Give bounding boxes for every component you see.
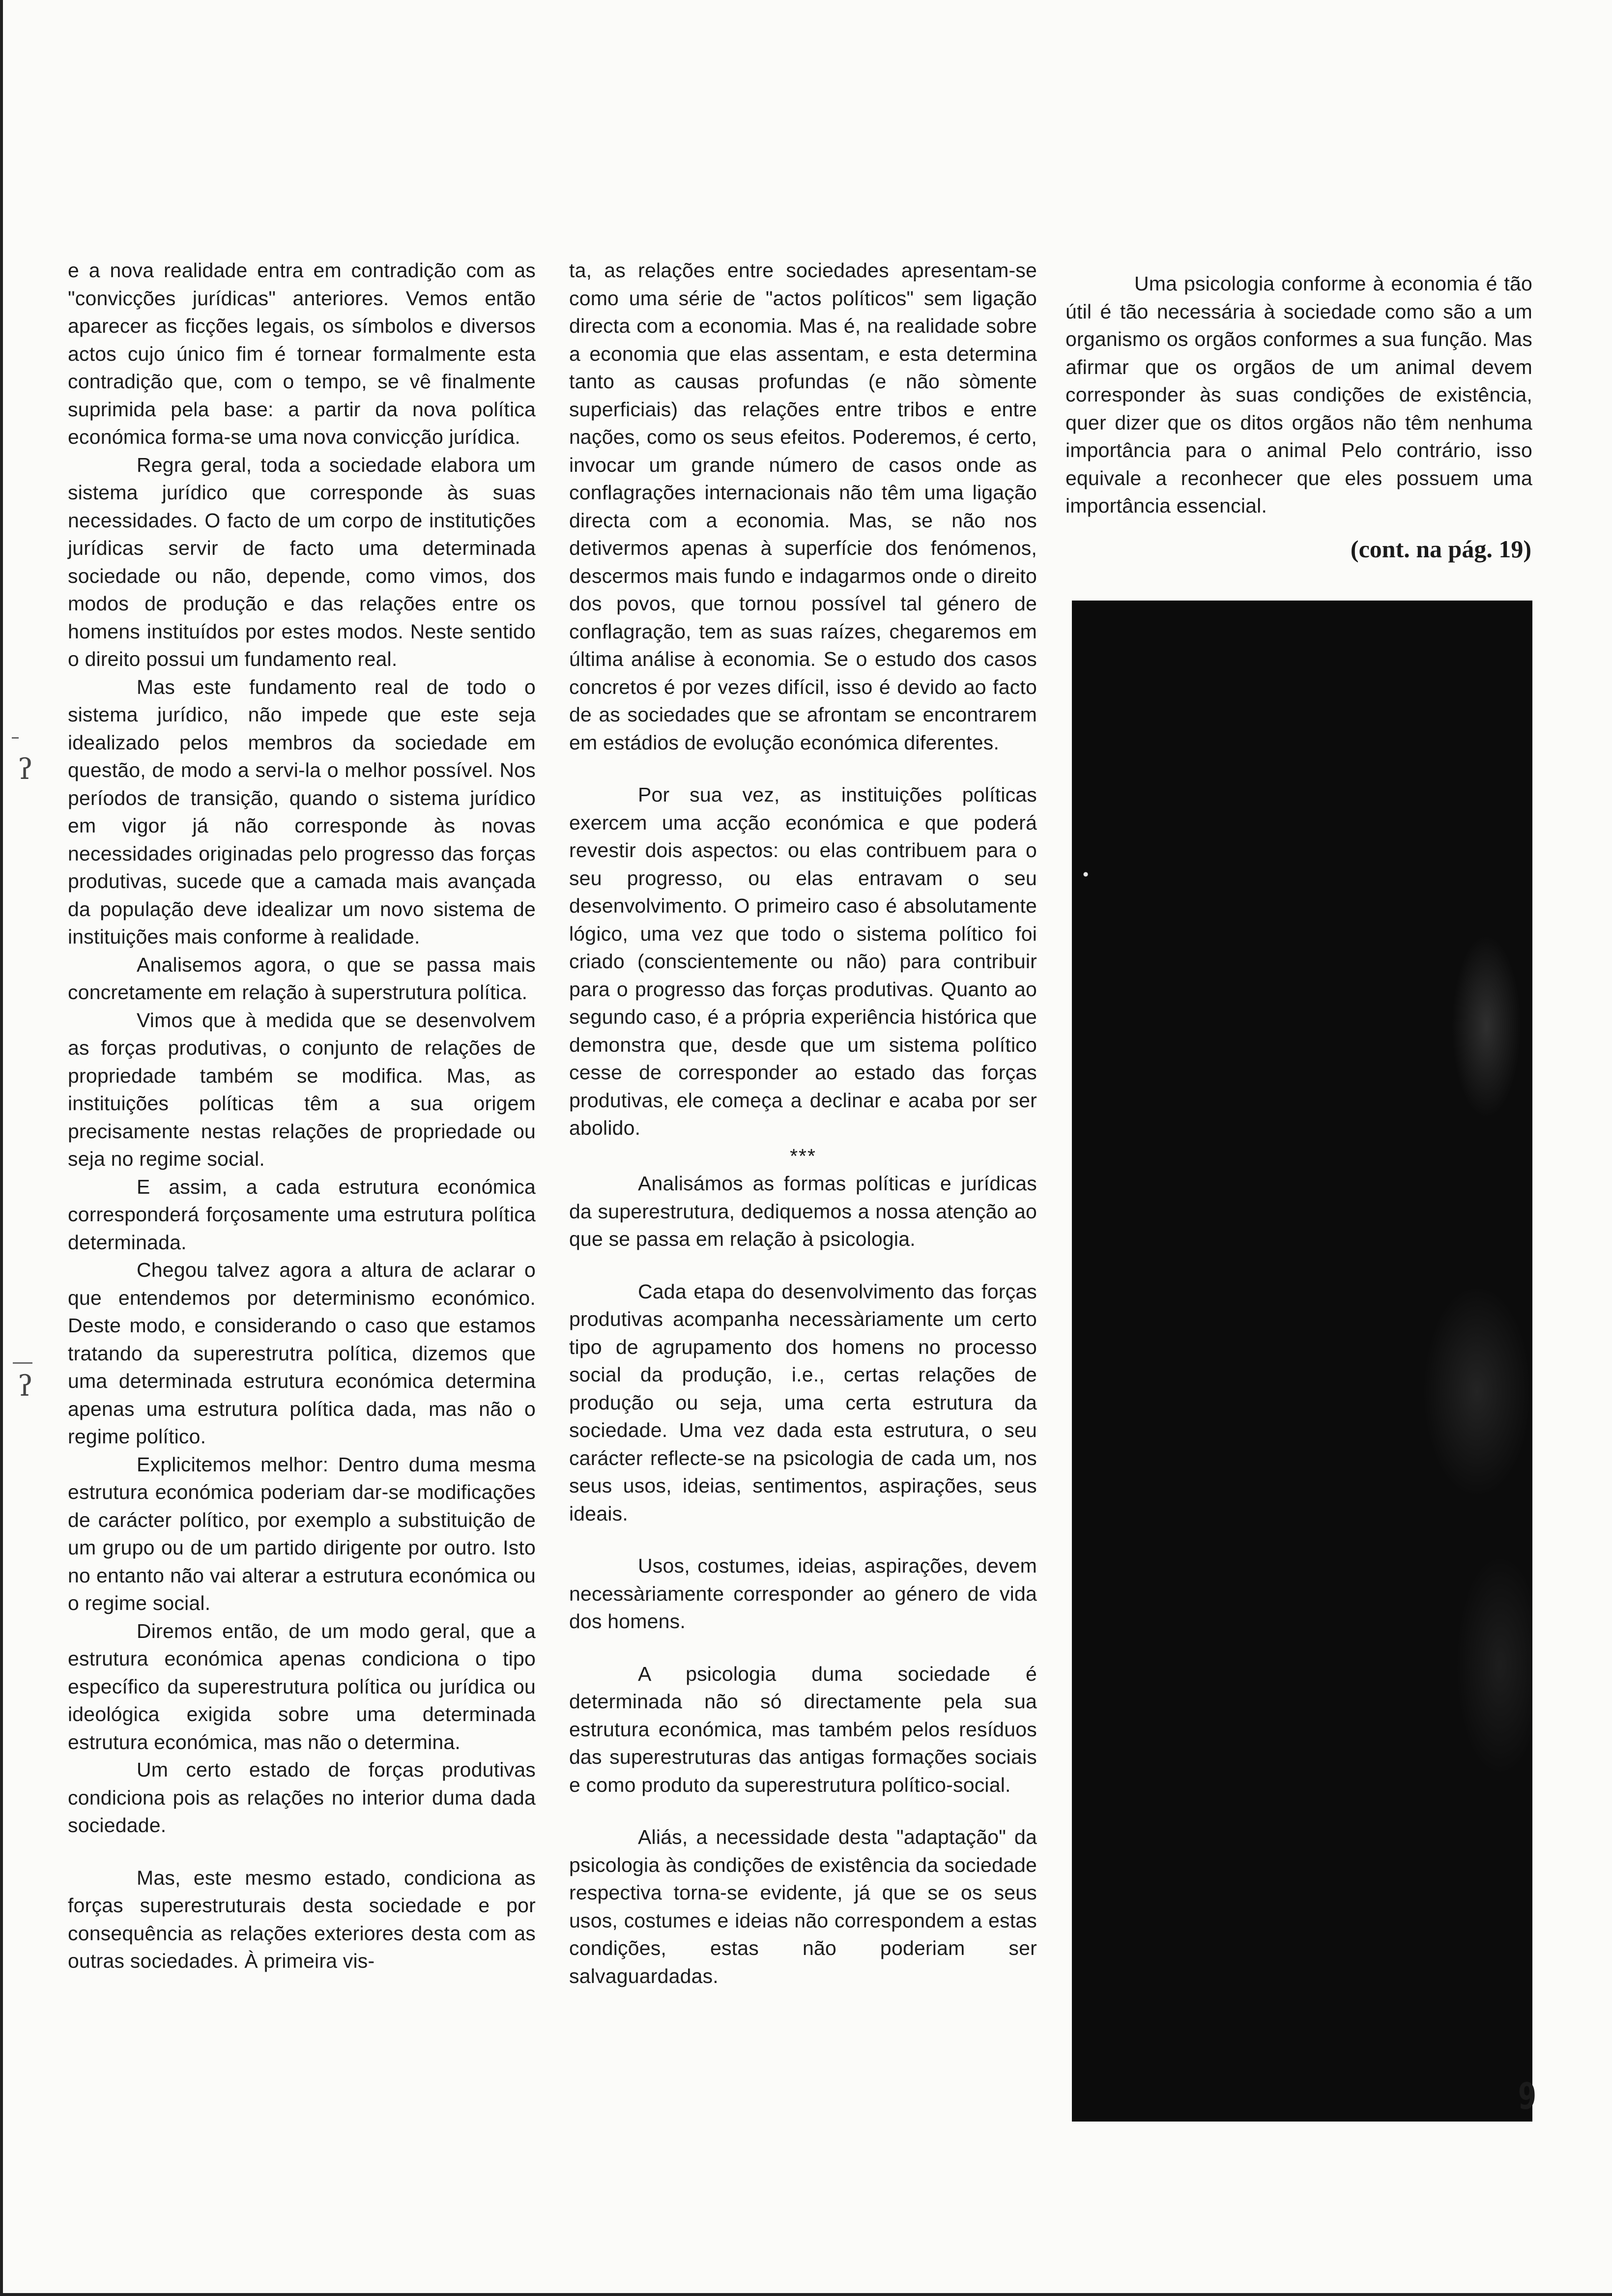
- text-column-2: [569, 257, 1037, 1990]
- paragraph: A psicologia duma sociedade é determinada não só directamente pela sua estrutura económica, mas também pelos resíduos das superestruturas das antigas formações sociais e como produto da superestrutura político-social.: [569, 1662, 1037, 1796]
- paragraph: Analisemos agora, o que se passa mais concretamente em relação à superstrutura política.: [68, 953, 536, 1004]
- paragraph: Vimos que à medida que se desenvolvem as forças produtivas, o conjunto de relações de propriedade também se modifica. Mas, as instituições políticas têm a sua origem precisamente nestas relações de propriedade ou seja no regime social.: [68, 1008, 536, 1170]
- text-column-3: [1065, 270, 1532, 520]
- margin-mark: ʔ: [18, 1369, 33, 1403]
- paragraph: Analisámos as formas políticas e jurídicas da superestrutura, dediquemos a nossa atenção ao que se passa em relação à psicologia.: [569, 1172, 1037, 1250]
- paragraph: ta, as relações entre sociedades apresentam-se como uma série de "actos políticos" sem ligação directa com a economia. Mas é, na realidade sobre a economia que elas assentam, e esta determina tanto as causas profundas (e não sòmente superficiais) das relações entre tribos e entre nações, como os seus efeitos. Poderemos, é certo, invocar um grande número de casos onde as conflagrações internacionais não têm uma ligação directa com a economia. Mas, se não nos detivermos apenas à superfície dos fenómenos, descermos mais fundo e indagarmos onde o direito dos povos, que tornou possível tal género de conflagração, tem as suas raízes, chegaremos em última análise à economia. Se o estudo dos casos concretos é por vezes difícil, isso é devido ao facto de as sociedades que se afrontam se encontrarem em estádios de evolução económica diferentes.: [569, 259, 1037, 754]
- paragraph: Mas, este mesmo estado, condiciona as forças superestruturais desta sociedade e por consequência as relações exteriores desta com as outras sociedades. À primeira vis-: [68, 1866, 536, 1972]
- dark-photograph: [1072, 601, 1532, 2122]
- paragraph: Uma psicologia conforme à economia é tão útil é tão necessária à sociedade como são a um organismo os orgãos conformes a sua função. Mas afirmar que os orgãos de um animal devem corresponder às suas condições de existência, quer dizer que os ditos orgãos não têm nenhuma importância para o animal Pelo contrário, isso equivale a reconhecer que eles possuem uma importância essencial.: [1065, 272, 1532, 517]
- paragraph: Usos, costumes, ideias, aspirações, devem necessàriamente corresponder ao género de vida dos homens.: [569, 1554, 1037, 1633]
- paragraph: Por sua vez, as instituições políticas exercem uma acção económica e que poderá revestir dois aspectos: ou elas contribuem para o seu progresso, ou elas entravam o seu desenvolvimento. O primeiro caso é absolutamente lógico, uma vez que todo o sistema político foi criado (conscientemente ou não) para contribuir para o progresso das forças produtivas. Quanto ao segundo caso, é a própria experiência histórica que demonstra que, desde que um sistema político cesse de corresponder ao estado das forças produtivas, ele começa a declinar e acaba por ser abolido.: [569, 783, 1037, 1139]
- continuation-note: (cont. na pág. 19): [1350, 535, 1531, 563]
- section-separator: ***: [790, 1144, 816, 1167]
- paragraph: Chegou talvez agora a altura de aclarar o que entendemos por determinismo económico. Deste modo, e considerando o caso que estamos tratando da superestrutra política, dizemos que uma determinada estrutura económica determina apenas uma estrutura política dada, mas não o regime político.: [68, 1259, 536, 1448]
- paragraph: Explicitemos melhor: Dentro duma mesma estrutura económica poderiam dar-se modificações de carácter político, por exemplo a substituição de um grupo ou de um partido dirigente por outro. Isto no entanto não vai alterar a estrutura económica ou o regime social.: [68, 1453, 536, 1614]
- paragraph: E assim, a cada estrutura económica corresponderá forçosamente uma estrutura política determinada.: [68, 1175, 536, 1254]
- text-column-1: [68, 257, 536, 1975]
- paragraph: Mas este fundamento real de todo o sistema jurídico, não impede que este seja idealizado pelos membros da sociedade em questão, de modo a servi-la o melhor possível. Nos períodos de transição, quando o sistema jurídico em vigor já não corresponde às novas necessidades originadas pelo progresso das forças produtivas, sucede que a camada mais avançada da população deve idealizar um novo sistema de instituições mais conforme à realidade.: [68, 675, 536, 948]
- page-number: 9: [1518, 2075, 1536, 2118]
- margin-mark: ʔ: [18, 752, 33, 786]
- margin-tick: [12, 737, 19, 739]
- paragraph: Um certo estado de forças produtivas condiciona pois as relações no interior duma dada sociedade.: [68, 1758, 536, 1837]
- paragraph: Regra geral, toda a sociedade elabora um sistema jurídico que corresponde às suas necessidades. O facto de um corpo de institutições jurídicas servir de facto uma determinada sociedade ou não, depende, como vimos, dos modos de produção e das relações entre os homens instituídos por estes modos. Neste sentido o direito possui um fundamento real.: [68, 453, 536, 670]
- paragraph: Cada etapa do desenvolvimento das forças produtivas acompanha necessàriamente um certo tipo de agrupamento dos homens no processo social da produção, i.e., certas relações de produção ou seja, uma certa estrutura da sociedade. Uma vez dada esta estrutura, o seu carácter reflecte-se na psicologia de cada um, nos seus usos, ideias, sentimentos, aspirações, seus ideais.: [569, 1280, 1037, 1525]
- paragraph: Diremos então, de um modo geral, que a estrutura económica apenas condiciona o tipo específico da superestrutura política ou jurídica ou ideológica exigida sobre uma determinada estrutura económica, mas não o determina.: [68, 1619, 536, 1753]
- paragraph: Aliás, a necessidade desta "adaptação" da psicologia às condições de existência da sociedade respectiva torna-se evidente, já que se os seus usos, costumes e ideias não correspondem a estas condições, estas não poderiam ser salvaguardadas.: [569, 1826, 1037, 1987]
- paragraph: e a nova realidade entra em contradição com as "convicções jurídicas" anteriores. Vemos então aparecer as ficções legais, os símbolos e diversos actos cujo único fim é tornear formalmente esta contradição que, com o tempo, se vê finalmente suprimida pela base: a partir da nova política económica forma-se uma nova convicção jurídica.: [68, 259, 536, 448]
- margin-tick: [13, 1362, 32, 1364]
